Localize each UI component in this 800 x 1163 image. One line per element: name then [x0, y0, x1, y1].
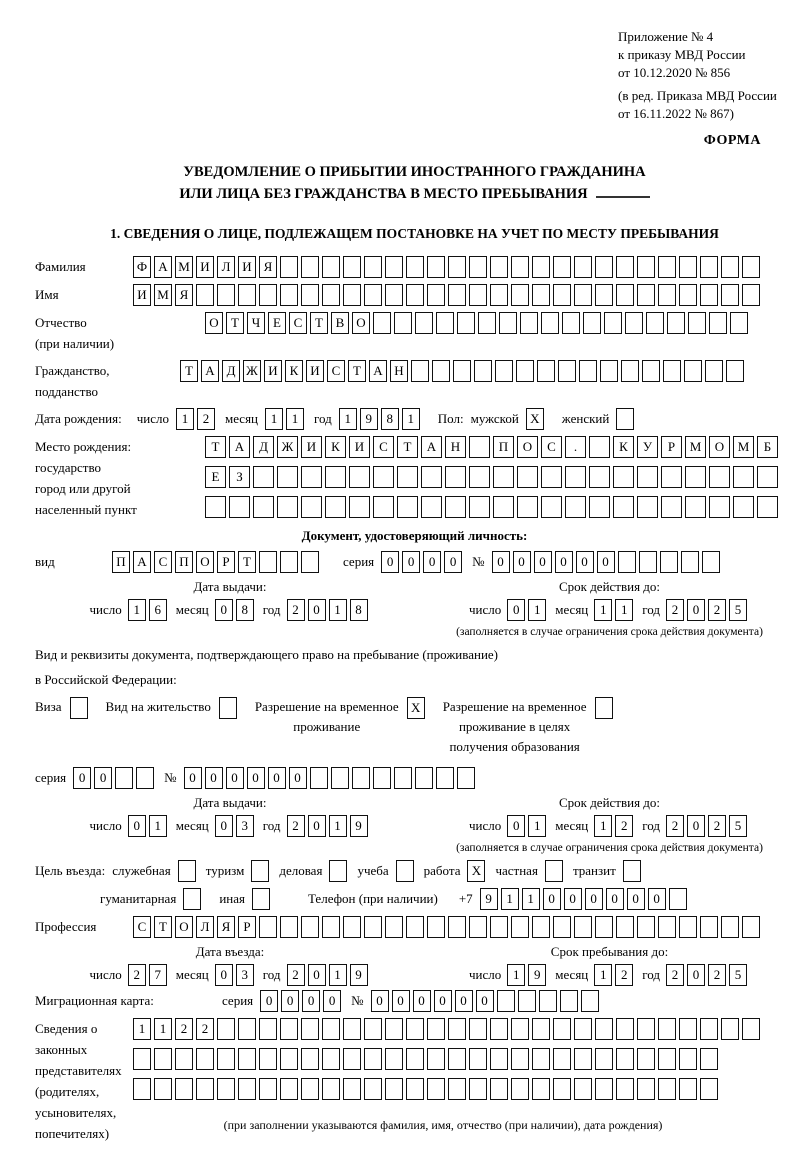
year-label: год [262, 602, 281, 617]
patronymic-cells[interactable]: О Т Ч Е С Т В О [205, 312, 751, 334]
year-label: год [262, 966, 281, 982]
citizenship-cells[interactable]: Т А Д Ж И К И С Т А Н [180, 360, 747, 382]
patronymic-label: Отчество (при наличии) [35, 314, 115, 351]
entry-year-cells[interactable]: 2 0 1 9 [287, 964, 371, 986]
birth-place-row2-cells[interactable]: Е З [205, 466, 781, 488]
birth-place-label: Место рождения: государство город или другой населенный пункт [35, 438, 137, 517]
title-blank-line [596, 184, 650, 198]
representatives-note: (при заполнении указываются фамилия, имя, отчество (при наличии), дата рождения) [223, 1117, 663, 1132]
representatives-row2-cells[interactable] [133, 1048, 763, 1070]
migration-series-cells[interactable]: 0 0 0 0 [260, 990, 344, 1012]
validity-date-heading: Срок действия до: [558, 579, 661, 594]
residence-issue-day-cells[interactable]: 0 1 [128, 815, 170, 837]
representatives-row3-cells[interactable] [133, 1078, 763, 1100]
stay-month-cells[interactable]: 1 2 [594, 964, 636, 986]
validity-date-heading: Срок действия до: [558, 795, 661, 811]
appendix-line: от 10.12.2020 № 856 [618, 64, 731, 80]
series-label: серия [222, 992, 254, 1008]
migration-number-cells[interactable]: 0 0 0 0 0 0 [371, 990, 602, 1012]
identity-issue-month-cells[interactable]: 0 8 [215, 599, 257, 621]
stay-day-cells[interactable]: 1 9 [507, 964, 549, 986]
identity-series-cells[interactable]: 0 0 0 0 [381, 551, 465, 573]
purpose-label: Цель въезда: [35, 862, 106, 878]
month-label: месяц [555, 818, 589, 834]
validity-note: (заполняется в случае ограничения срока действия документа) [456, 626, 763, 638]
page-title [35, 161, 794, 206]
appendix-line: Приложение № 4 [618, 29, 714, 44]
sex-male-checkbox[interactable]: X [526, 408, 547, 430]
phone-prefix: +7 [458, 890, 473, 906]
purpose-private-checkbox[interactable] [545, 860, 566, 882]
sex-female-checkbox[interactable] [616, 408, 637, 430]
birth-place-row1-cells[interactable]: Т А Д Ж И К И С Т А Н П О С . К У Р М О М Б [205, 436, 781, 458]
purpose-other-checkbox[interactable] [252, 888, 273, 910]
purpose-tourism-checkbox[interactable] [251, 860, 272, 882]
entry-day-cells[interactable]: 2 7 [128, 964, 170, 986]
day-label: число [136, 410, 169, 426]
identity-kind-label: вид [35, 554, 55, 569]
purpose-transit-checkbox[interactable] [623, 860, 644, 882]
identity-validity-month-cells[interactable]: 1 1 [594, 599, 636, 621]
birth-date-label: Дата рождения: [35, 410, 122, 426]
day-label: число [468, 602, 502, 617]
citizenship-label: Гражданство, подданство [35, 362, 110, 399]
purpose-study-label: учеба [357, 862, 389, 878]
amendment-line: от 16.11.2022 № 867) [618, 105, 735, 121]
purpose-work-label: работа [423, 862, 461, 878]
identity-issue-day-cells[interactable]: 1 6 [128, 599, 170, 621]
residence-permit-checkbox[interactable] [219, 697, 240, 719]
day-label: число [89, 602, 122, 617]
entry-date-heading: Дата въезда: [195, 943, 265, 959]
residence-issue-month-cells[interactable]: 0 3 [215, 815, 257, 837]
purpose-tourism-label: туризм [205, 862, 245, 878]
sex-female-label: женский [561, 410, 610, 426]
stay-until-heading: Срок пребывания до: [550, 943, 669, 959]
identity-number-cells[interactable]: 0 0 0 0 0 0 [492, 551, 723, 573]
series-label: серия [343, 554, 375, 569]
residence-doc-options [35, 697, 794, 757]
entry-stay-dates [35, 944, 794, 986]
birth-year-cells[interactable]: 1 9 8 1 [339, 408, 423, 430]
month-label: месяц [555, 602, 589, 617]
year-label: год [642, 602, 661, 617]
purpose-humanitarian-checkbox[interactable] [183, 888, 204, 910]
surname-cells[interactable]: Ф А М И Л И Я [133, 256, 763, 278]
entry-month-cells[interactable]: 0 3 [215, 964, 257, 986]
day-label: число [89, 818, 122, 834]
residence-issue-year-cells[interactable]: 2 0 1 9 [287, 815, 371, 837]
birth-place-row3-cells[interactable] [205, 496, 781, 518]
sex-label: Пол: [437, 410, 464, 426]
residence-validity-day-cells[interactable]: 0 1 [507, 815, 549, 837]
identity-doc-heading: Документ, удостоверяющий личность: [301, 528, 528, 543]
representatives-row1-cells[interactable]: 1 1 2 2 [133, 1018, 763, 1040]
purpose-official-label: служебная [112, 862, 171, 878]
section1-heading: 1. СВЕДЕНИЯ О ЛИЦЕ, ПОДЛЕЖАЩЕМ ПОСТАНОВКЕ НА УЧЕТ ПО МЕСТУ ПРЕБЫВАНИЯ [110, 225, 719, 241]
stay-year-cells[interactable]: 2 0 2 5 [666, 964, 750, 986]
year-label: год [262, 818, 281, 834]
appendix-line: к приказу МВД России [618, 46, 746, 62]
day-label: число [468, 818, 502, 834]
purpose-work-checkbox[interactable]: X [467, 860, 488, 882]
month-label: месяц [175, 602, 209, 617]
appendix-block [618, 28, 794, 123]
given-name-cells[interactable]: И М Я [133, 284, 763, 306]
purpose-humanitarian-label: гуманитарная [100, 890, 177, 906]
number-label: № [351, 992, 364, 1008]
residence-validity-month-cells[interactable]: 1 2 [594, 815, 636, 837]
day-label: число [89, 966, 122, 982]
day-label: число [468, 966, 502, 982]
profession-cells[interactable]: С Т О Л Я Р [133, 916, 763, 938]
month-label: месяц [175, 818, 209, 834]
phone-group [308, 888, 690, 910]
number-label: № [472, 554, 485, 569]
identity-doc-dates [35, 579, 794, 639]
sex-male-label: мужской [470, 410, 519, 426]
residence-doc-intro: Вид и реквизиты документа, подтверждающего право на пребывание (проживание) в Российской Федерации: [35, 647, 499, 688]
temp-residence-edu-option: Разрешение на временное проживание в целях получения образования [443, 697, 616, 757]
representatives-label: Сведения о законных представителях (родителях, усыновителях, попечителях) [35, 1020, 122, 1141]
year-label: год [642, 818, 661, 834]
month-label: месяц [224, 410, 259, 426]
identity-validity-day-cells[interactable]: 0 1 [507, 599, 549, 621]
purpose-private-label: частная [495, 862, 538, 878]
purpose-transit-label: транзит [572, 862, 616, 878]
residence-permit-option: Вид на жительство [106, 697, 240, 719]
given-name-label: Имя [35, 287, 59, 303]
identity-issue-year-cells[interactable]: 2 0 1 8 [287, 599, 371, 621]
issue-date-heading: Дата выдачи: [193, 795, 267, 811]
visa-checkbox[interactable] [70, 697, 91, 719]
purpose-other-label: иная [219, 890, 245, 906]
number-label: № [164, 770, 177, 786]
title-line1: УВЕДОМЛЕНИЕ О ПРИБЫТИИ ИНОСТРАННОГО ГРАЖДАНИНА [183, 163, 646, 180]
purpose-business-checkbox[interactable] [329, 860, 350, 882]
month-label: месяц [555, 966, 589, 982]
month-label: месяц [175, 966, 209, 982]
phone-label: Телефон (при наличии) [307, 890, 438, 906]
series-label: серия [35, 770, 67, 786]
residence-validity-year-cells[interactable]: 2 0 2 5 [666, 815, 750, 837]
amendment-line: (в ред. Приказа МВД России [618, 87, 777, 103]
visa-option: Виза [35, 697, 91, 719]
birth-day-cells[interactable]: 1 2 [176, 408, 218, 430]
migration-card-label: Миграционная карта: [35, 993, 154, 1009]
purpose-study-checkbox[interactable] [396, 860, 417, 882]
temp-residence-checkbox[interactable]: X [407, 697, 428, 719]
residence-doc-dates [35, 795, 794, 855]
validity-note: (заполняется в случае ограничения срока действия документа) [456, 842, 763, 855]
phone-cells[interactable]: 9 1 1 0 0 0 0 0 0 [480, 888, 690, 910]
form-label: ФОРМА [703, 132, 761, 148]
identity-validity-year-cells[interactable]: 2 0 2 5 [666, 599, 750, 621]
birth-month-cells[interactable]: 1 1 [265, 408, 307, 430]
identity-kind-cells[interactable]: П А С П О Р Т [112, 551, 322, 573]
residence-series-cells[interactable]: 0 0 [73, 767, 157, 789]
year-label: год [314, 410, 332, 426]
title-line2: ИЛИ ЛИЦА БЕЗ ГРАЖДАНСТВА В МЕСТО ПРЕБЫВАНИЯ [179, 186, 588, 203]
residence-number-cells[interactable]: 0 0 0 0 0 0 [184, 767, 478, 789]
surname-label: Фамилия [35, 259, 86, 275]
purpose-official-checkbox[interactable] [178, 860, 199, 882]
purpose-business-label: деловая [279, 862, 323, 878]
temp-residence-edu-checkbox[interactable] [595, 697, 616, 719]
year-label: год [642, 966, 661, 982]
profession-label: Профессия [35, 919, 97, 935]
issue-date-heading: Дата выдачи: [193, 579, 267, 594]
temp-residence-option: Разрешение на временное проживание X [255, 697, 428, 737]
